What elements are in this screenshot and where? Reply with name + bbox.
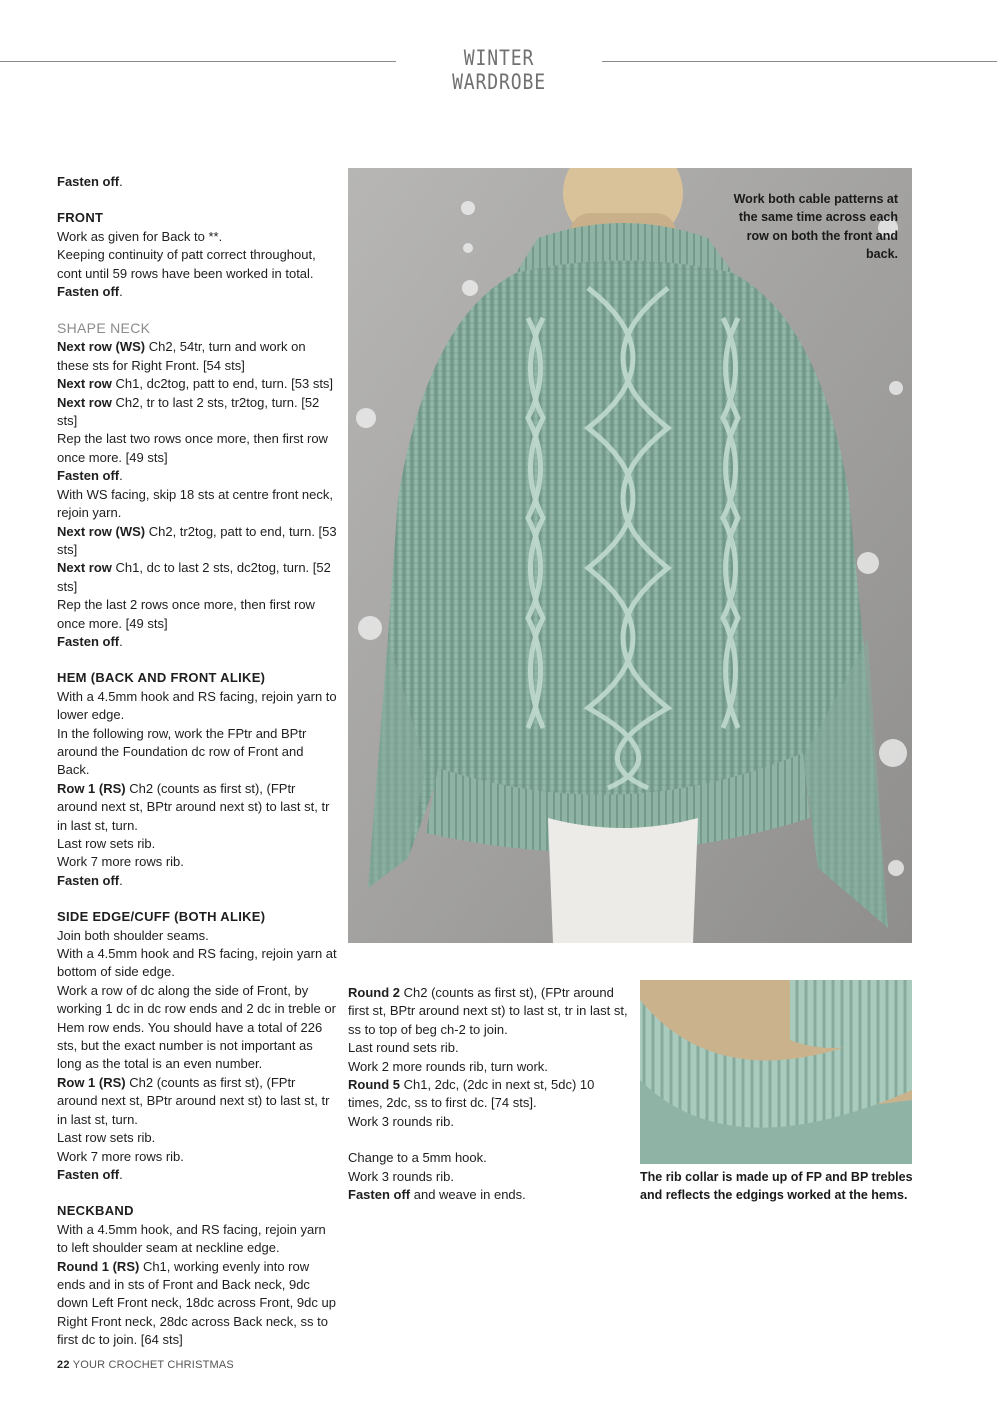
poncho-back-photo bbox=[348, 168, 912, 943]
instruction-line: With a 4.5mm hook, and RS facing, rejoin yarn to left shoulder seam at neckline edge. bbox=[57, 1221, 326, 1256]
instruction-line: Work a row of dc along the side of Front, by working 1 dc in dc row ends and 2 dc in treble or Hem row ends. You should have a total of 226 sts, but the exact number is not important as long as the total is an even number. bbox=[57, 982, 336, 1072]
instruction-line: Join both shoulder seams. bbox=[57, 927, 209, 943]
header-rule-right bbox=[602, 61, 997, 62]
instruction-line: Last round sets rib. bbox=[348, 1040, 459, 1056]
poncho-illustration bbox=[348, 168, 912, 943]
magazine-name: YOUR CROCHET CHRISTMAS bbox=[69, 1359, 234, 1371]
instruction-line: Work 3 rounds rib. bbox=[348, 1113, 454, 1129]
header-rule-left bbox=[0, 61, 396, 62]
instruction-line: Rep the last two rows once more, then first row once more. [49 sts] bbox=[57, 431, 328, 465]
instruction-line: With WS facing, skip 18 sts at centre front neck, rejoin yarn. bbox=[57, 486, 333, 521]
fasten-off-line: Fasten off. bbox=[57, 284, 123, 300]
instruction-row: Next row Ch1, dc to last 2 sts, dc2tog, turn. [52 sts] bbox=[57, 560, 331, 594]
instruction-line: With a 4.5mm hook and RS facing, rejoin yarn at bottom of side edge. bbox=[57, 946, 337, 980]
instruction-row: Round 5 Ch1, 2dc, (2dc in next st, 5dc) 10 times, 2dc, ss to first dc. [74 sts]. bbox=[348, 1077, 595, 1111]
fasten-off-line: Fasten off and weave in ends. bbox=[348, 1187, 526, 1203]
instruction-line: Rep the last 2 rows once more, then first row once more. [49 sts] bbox=[57, 597, 315, 631]
instruction-line: With a 4.5mm hook and RS facing, rejoin yarn to lower edge. bbox=[57, 688, 337, 723]
side-edge-heading: SIDE EDGE/CUFF (BOTH ALIKE) bbox=[57, 909, 266, 925]
middle-column bbox=[348, 984, 628, 1204]
front-heading: FRONT bbox=[57, 210, 104, 226]
shape-neck-heading: SHAPE NECK bbox=[57, 320, 151, 337]
collar-illustration bbox=[640, 980, 912, 1164]
fasten-off-line: Fasten off. bbox=[57, 872, 123, 888]
page-number: 22 bbox=[57, 1359, 70, 1371]
instruction-row: Row 1 (RS) Ch2 (counts as first st), (FPtr around next st, BPtr around next st) to last st, tr in last st, turn. bbox=[57, 1074, 330, 1127]
front-line: Keeping continuity of patt correct throughout, cont until 59 rows have been worked in total. bbox=[57, 247, 316, 281]
neckband-heading: NECKBAND bbox=[57, 1203, 134, 1219]
instruction-line: Work 7 more rows rib. bbox=[57, 1148, 184, 1164]
instruction-line: Work 2 more rounds rib, turn work. bbox=[348, 1058, 548, 1074]
front-line: Work as given for Back to **. bbox=[57, 228, 223, 244]
instruction-line: Change to a 5mm hook. bbox=[348, 1150, 487, 1166]
instruction-row: Next row (WS) Ch2, tr2tog, patt to end, turn. [53 sts] bbox=[57, 523, 337, 557]
instruction-row: Next row Ch2, tr to last 2 sts, tr2tog, turn. [52 sts] bbox=[57, 394, 320, 429]
instruction-line: Work 3 rounds rib. bbox=[348, 1168, 454, 1184]
page-footer bbox=[57, 1359, 234, 1371]
photo-caption: Work both cable patterns at the same time across each row on both the front and back. bbox=[733, 192, 898, 262]
instruction-row: Round 1 (RS) Ch1, working evenly into row ends and in sts of Front and Back neck, 9dc down Left Front neck, 18dc across Front, 9dc up Right Front neck, 28dc across Back neck, ss to first dc to join. [64 sts] bbox=[57, 1258, 336, 1348]
instruction-line: Work 7 more rows rib. bbox=[57, 854, 184, 870]
fasten-off-line: Fasten off. bbox=[57, 468, 123, 484]
instruction-line: Last row sets rib. bbox=[57, 836, 156, 851]
fasten-off-line: Fasten off. bbox=[57, 1166, 123, 1182]
collar-caption: The rib collar is made up of FP and BP trebles and reflects the edgings worked at the hems. bbox=[640, 1170, 913, 1203]
instruction-row: Next row Ch1, dc2tog, patt to end, turn. [53 sts] bbox=[57, 376, 334, 392]
instruction-line: In the following row, work the FPtr and BPtr around the Foundation dc row of Front and Back. bbox=[57, 725, 307, 778]
instruction-row: Round 2 Ch2 (counts as first st), (FPtr around first st, BPtr around next st) to last st, tr in last st, ss to top of beg ch-2 to join. bbox=[348, 985, 628, 1037]
instruction-row: Next row (WS) Ch2, 54tr, turn and work on these sts for Right Front. [54 sts] bbox=[57, 339, 306, 373]
fasten-off-line: Fasten off. bbox=[57, 633, 123, 649]
section-title: WINTER WARDROBE bbox=[452, 46, 546, 94]
collar-detail-photo bbox=[640, 980, 912, 1164]
left-column bbox=[57, 173, 337, 1350]
instruction-line: Last row sets rib. bbox=[57, 1130, 156, 1146]
instruction-row: Row 1 (RS) Ch2 (counts as first st), (FPtr around next st, BPtr around next st) to last st, tr in last st, turn. bbox=[57, 780, 330, 833]
hem-heading: HEM (BACK AND FRONT ALIKE) bbox=[57, 670, 266, 686]
fasten-off-line: Fasten off. bbox=[57, 174, 123, 189]
